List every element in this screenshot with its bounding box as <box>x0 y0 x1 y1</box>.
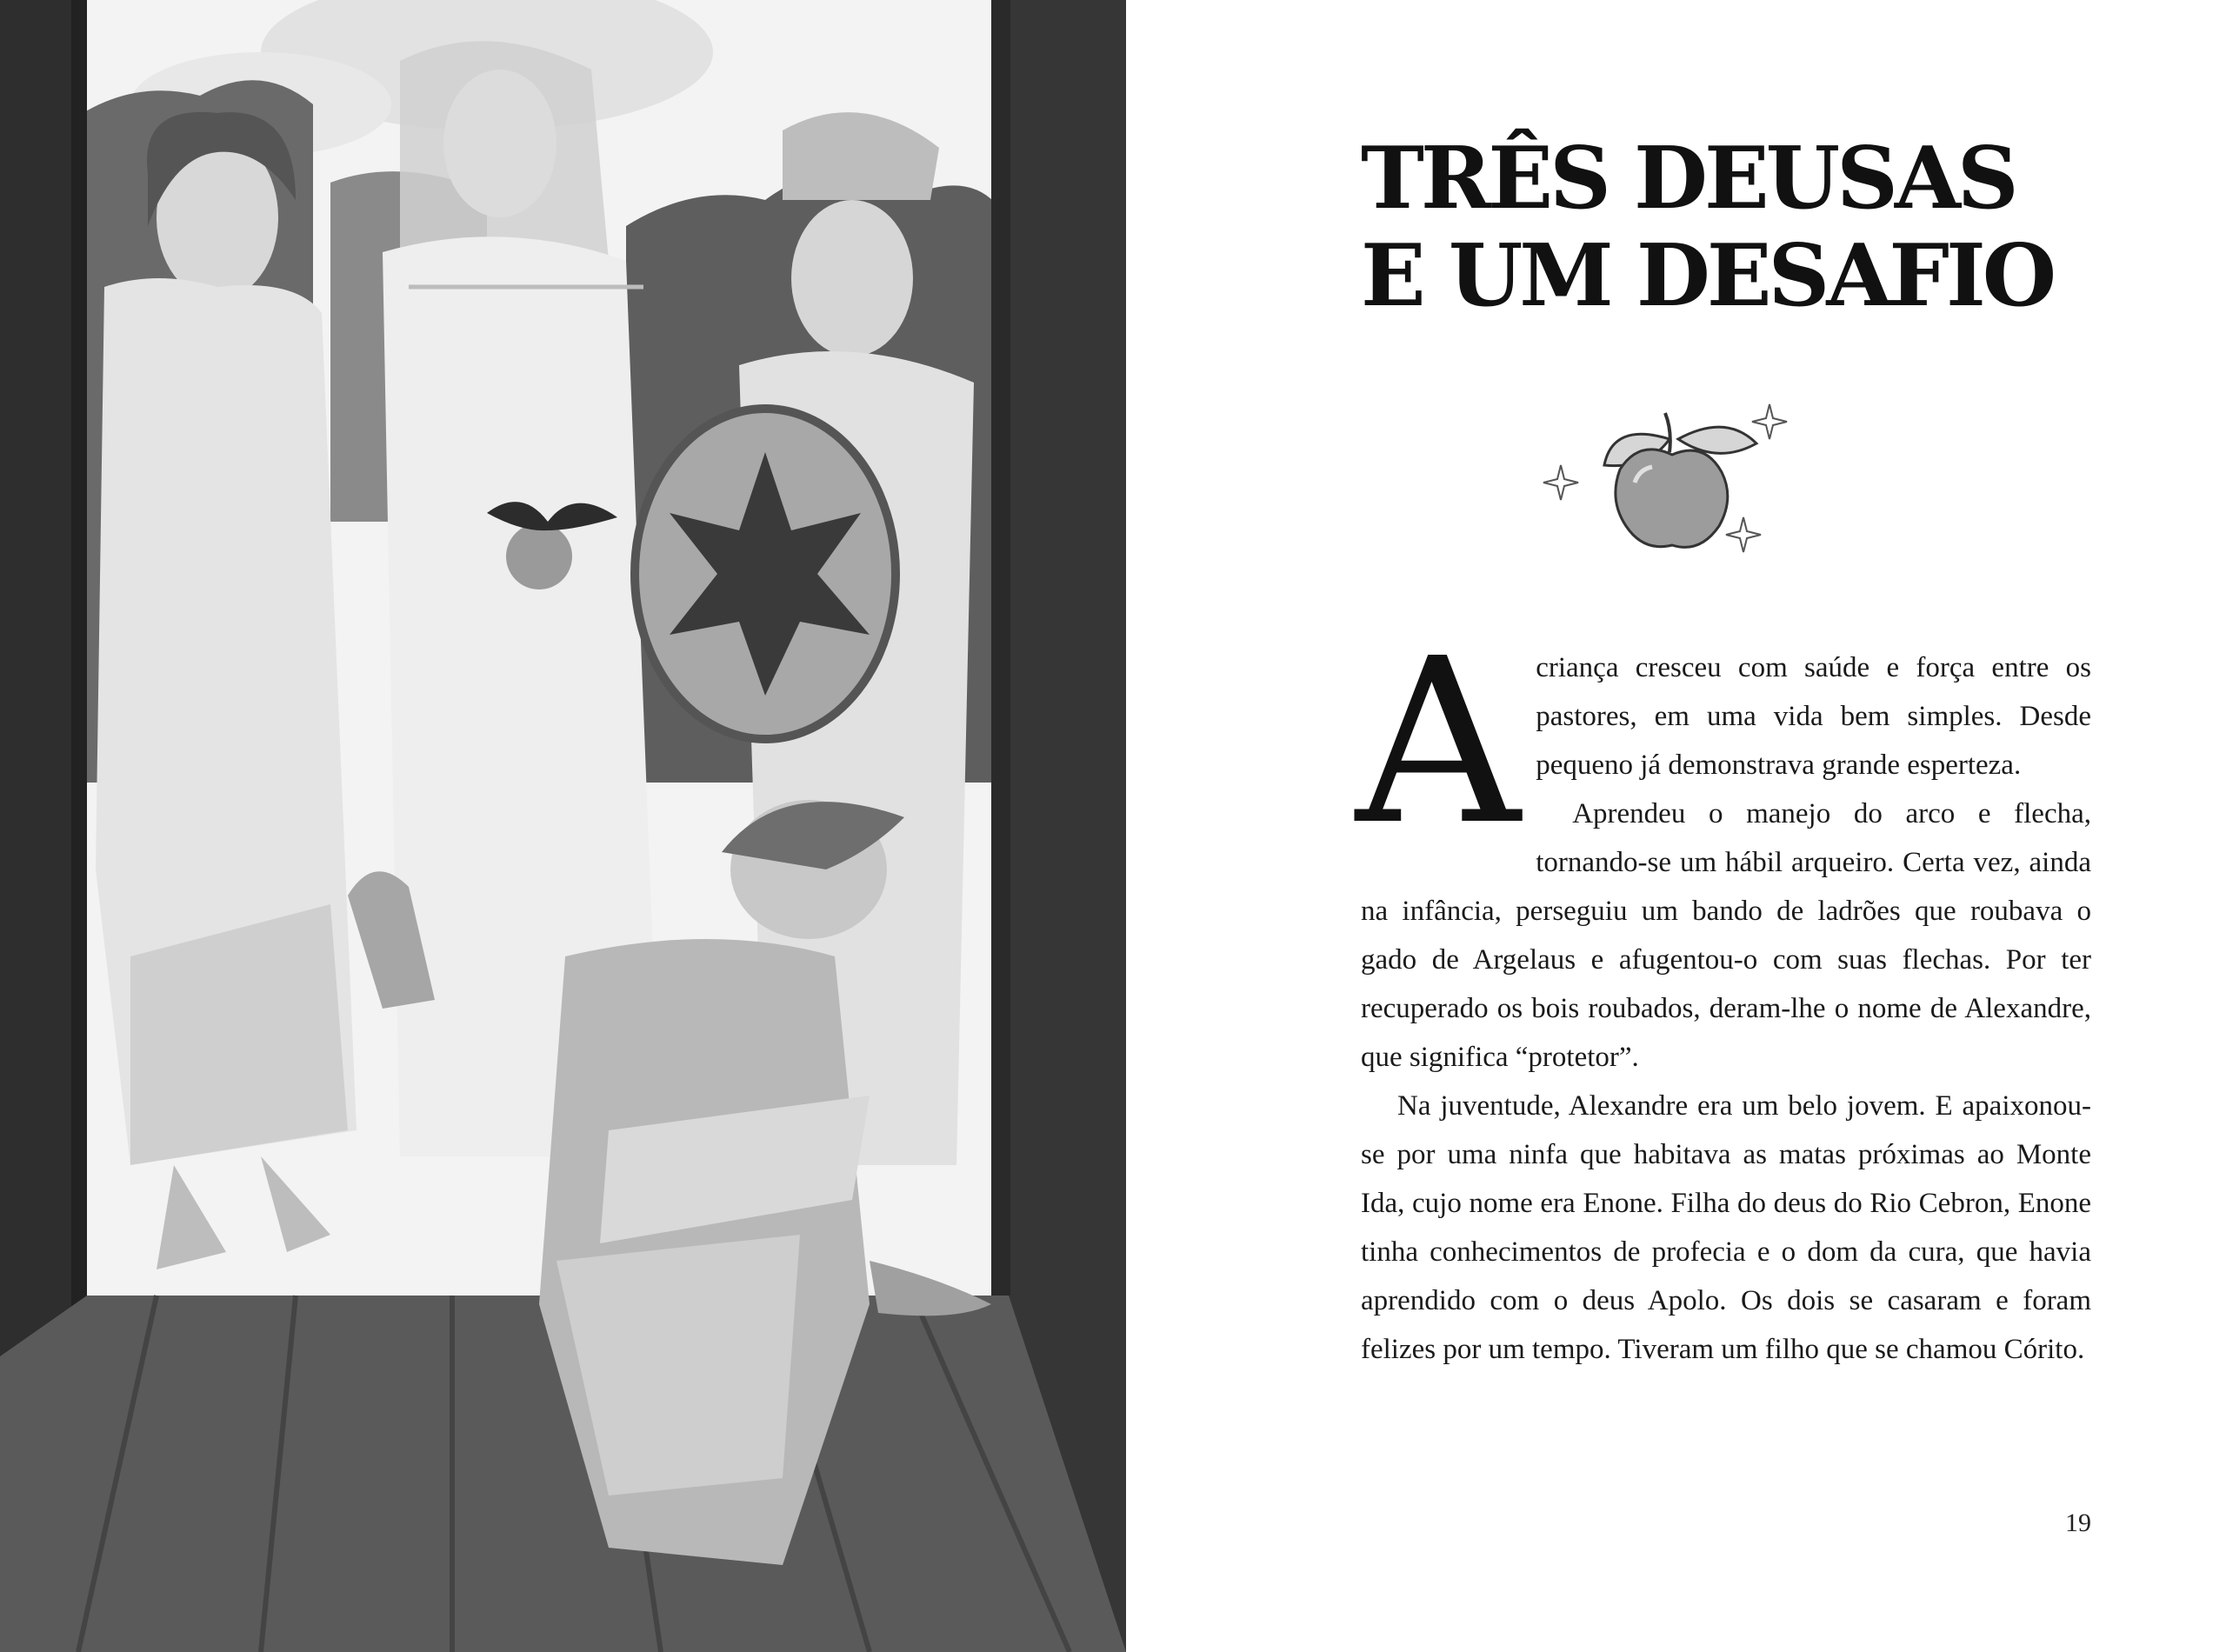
text-page <box>1126 0 2226 1652</box>
chapter-title <box>1361 130 2143 325</box>
paragraph-2: Aprendeu o manejo do arco e flecha, tornando-se um hábil arqueiro. Certa vez, ainda na infância, perseguiu um bando de ladrões que roubava o gado de Argelaus e afugentou-o com suas flechas. Por ter recuperado os bois roubados, deram-lhe o nome de Alexandre, que significa “protetor”. <box>1361 798 2091 1073</box>
door-frame-right-edge <box>991 0 1010 1296</box>
apple-icon <box>1526 396 1813 570</box>
chapter-title-line-2: E UM DESAFIO <box>1361 226 2054 326</box>
apple-in-hand <box>506 523 572 590</box>
paragraph-3: Na juventude, Alexandre era um belo jovem. E apaixonou-se por uma ninfa que habitava as matas próximas ao Monte Ida, cujo nome era Enone. Filha do deus do Rio Cebron, Enone tinha conhecimentos de profecia e o dom da cura, que havia aprendido com o deus Apolo. Os dois se casaram e foram felizes por um tempo. Tiveram um filho que se chamou Córito. <box>1361 1090 2091 1365</box>
chapter-title-line-1: TRÊS DEUSAS <box>1361 129 2016 229</box>
shield <box>635 409 896 739</box>
sparkle-icon <box>1752 404 1787 439</box>
stem <box>1665 413 1670 452</box>
sparkle-icon <box>1726 517 1761 552</box>
sparkle-icon <box>1543 465 1578 500</box>
apple-body <box>1616 450 1728 547</box>
door-frame-left-edge <box>71 0 87 1356</box>
chapter-body <box>1356 610 2091 1374</box>
paragraph-1-text: criança cresceu com saúde e força entre os pastores, em uma vida bem simples. Desde pequeno já demonstrava grande esperteza. <box>1536 652 2091 781</box>
dropcap: A <box>1356 610 1521 875</box>
paragraph-1 <box>1356 610 2091 875</box>
page-number: 19 <box>2065 1509 2091 1537</box>
